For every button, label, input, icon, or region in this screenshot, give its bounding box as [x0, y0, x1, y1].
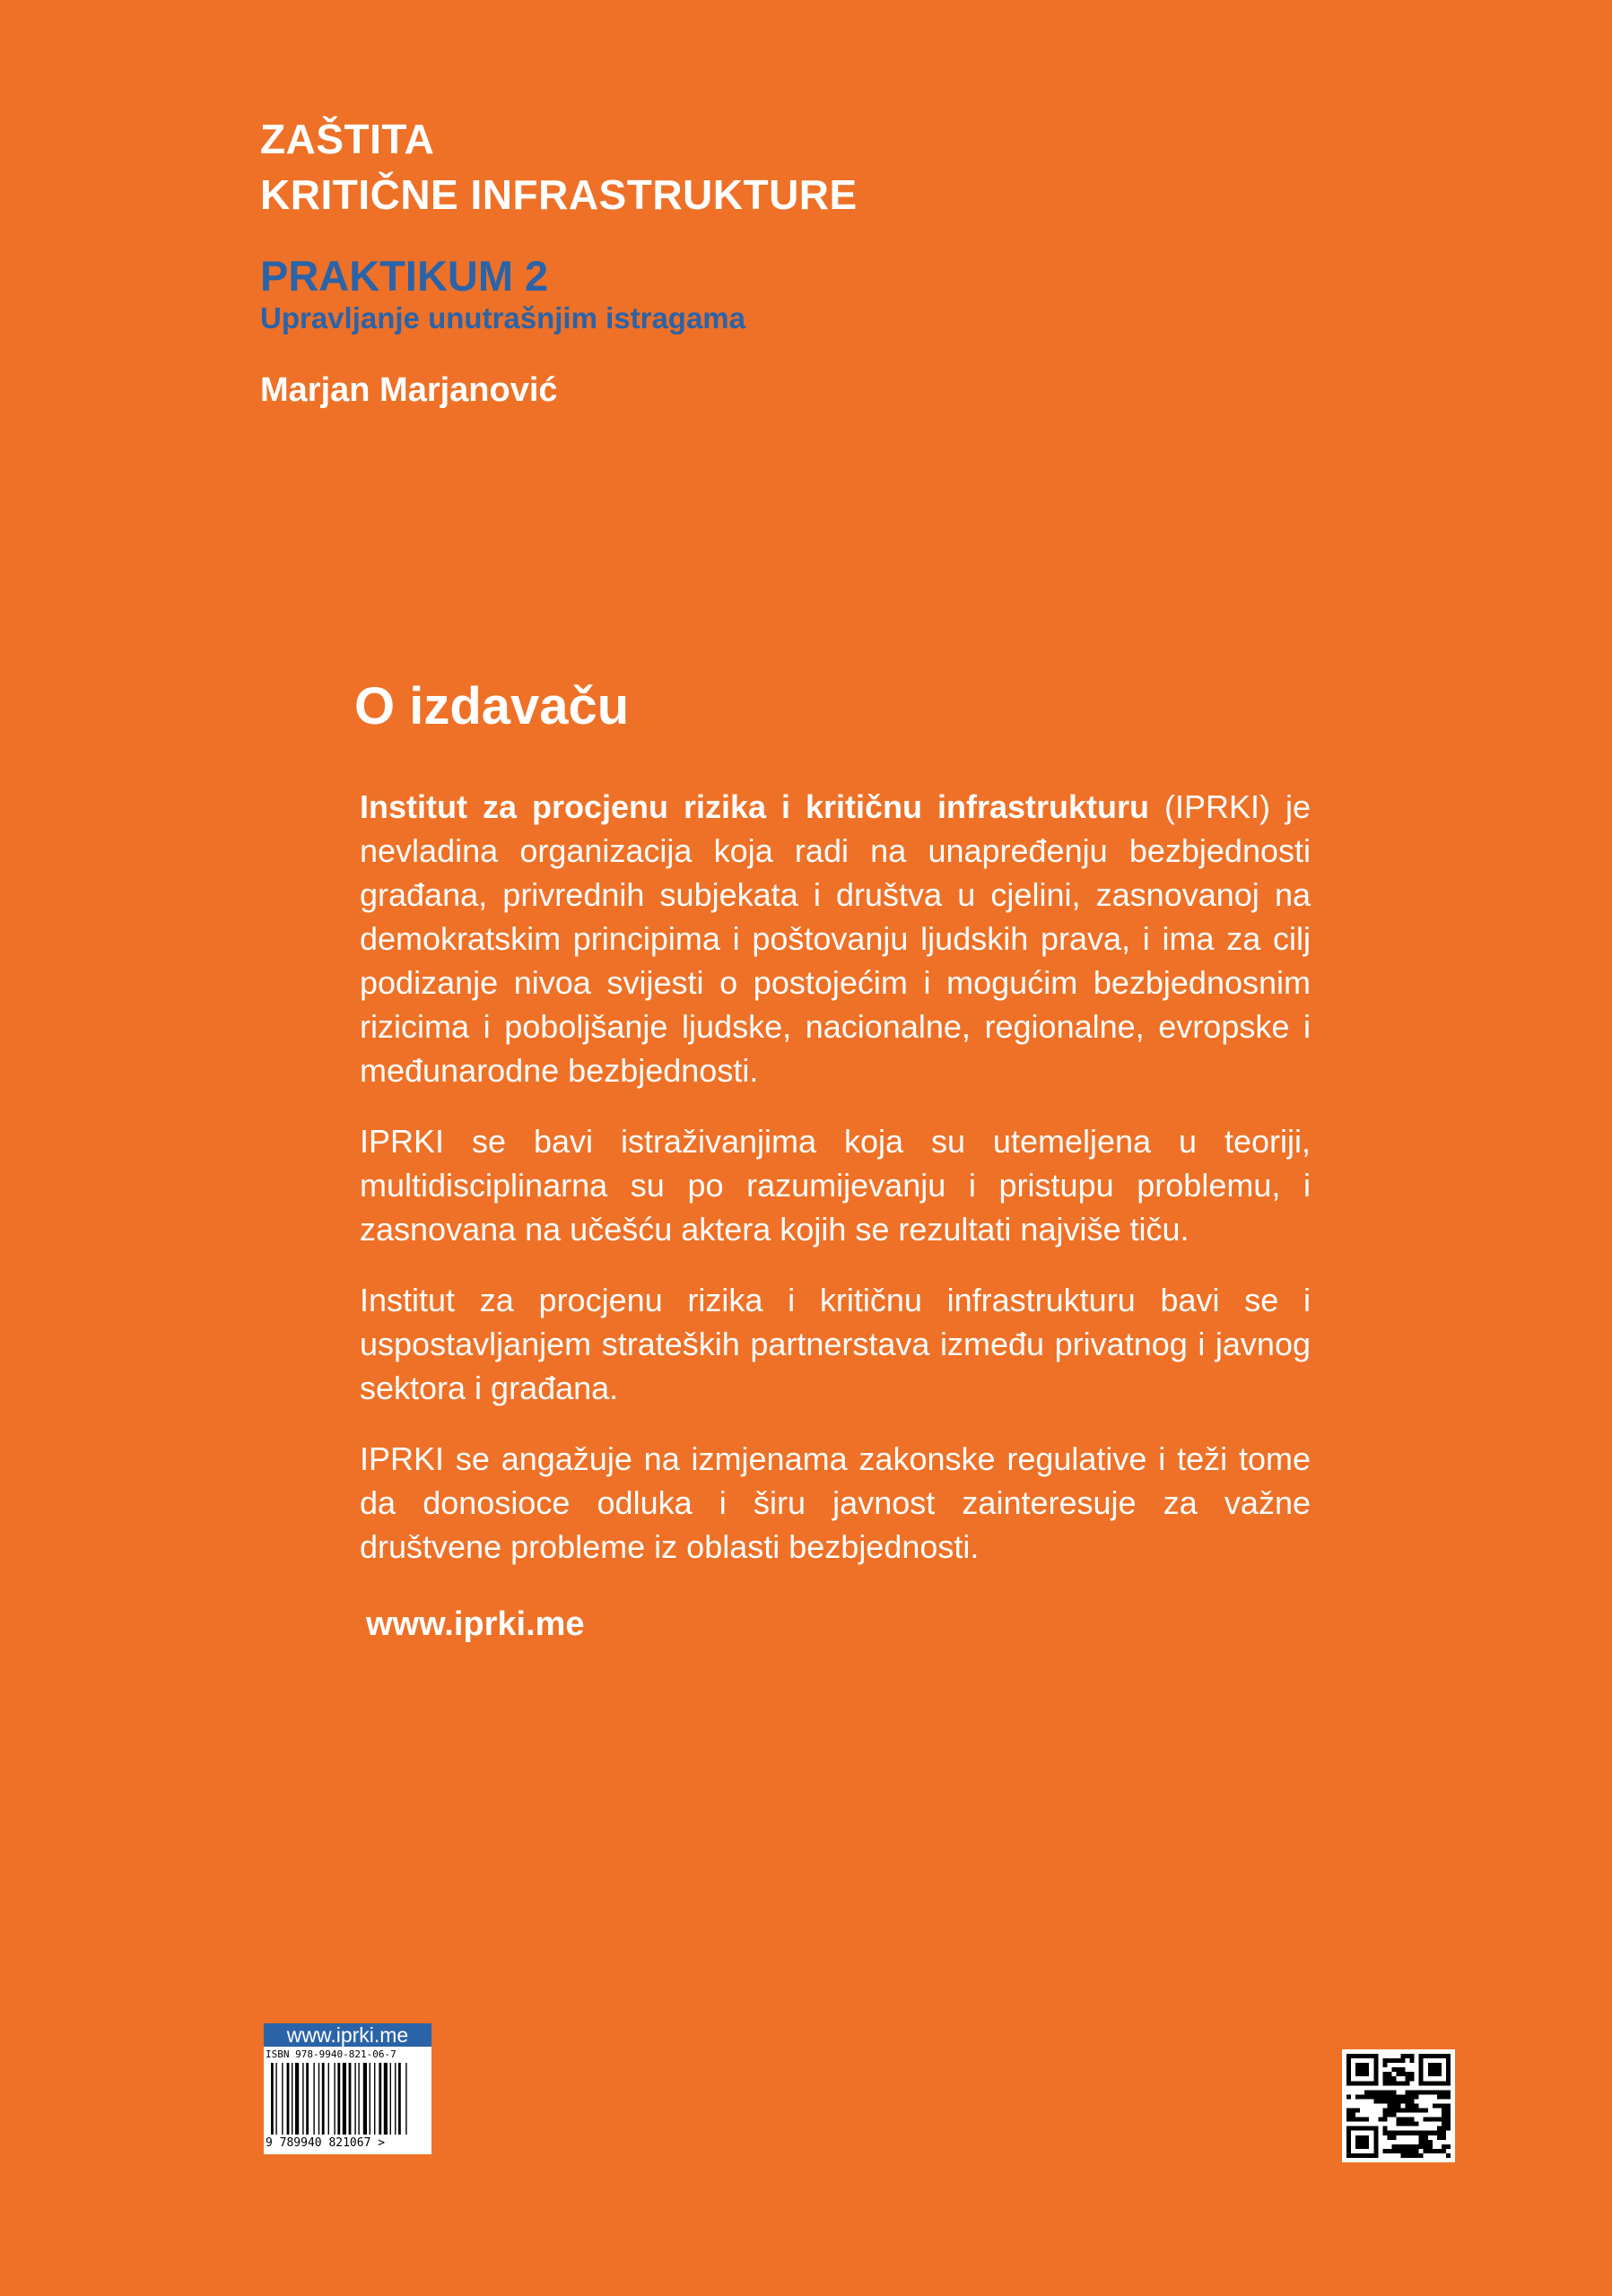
author-name: Marjan Marjanović [260, 371, 558, 409]
about-paragraph-1-text: (IPRKI) je nevladina organizacija koja radi na unapređenju bezbjednosti građana, privrednih subjekata i društva u cjelini, zasnovanoj na demokratskim principima i poštovanju ljudskih prava, i ima za cilj podizanje nivoa svijesti o postojećim i mogućim bezbjednosnim rizicima i poboljšanje ljudske, nacionalne, regionalne, evropske i međunarodne bezbjednosti. [360, 788, 1311, 1089]
series-subtitle: Upravljanje unutrašnjim istragama [260, 301, 746, 335]
cover-title-line1: ZAŠTITA [260, 116, 435, 162]
barcode-bars-icon [271, 2063, 423, 2136]
about-body [360, 785, 1311, 1596]
series-title: PRAKTIKUM 2 [260, 252, 549, 300]
qr-code-icon [1342, 2049, 1455, 2162]
barcode-url-label: www.iprki.me [264, 2023, 431, 2047]
about-paragraph-2: IPRKI se bavi istraživanjima koja su utemeljena u teoriji, multidisciplinarna su po razumijevanju i pristupu problemu, i zasnovana na učešću aktera kojih se rezultati najviše tiču. [360, 1123, 1311, 1248]
isbn-barcode [264, 2023, 431, 2154]
isbn-number: ISBN 978-9940-821-06-7 [266, 2048, 396, 2060]
about-paragraph-4: IPRKI se angažuje na izmjenama zakonske regulative i teži tome da donosioce odluka i širu javnost zainteresuje za važne društvene probleme iz oblasti bezbjednosti. [360, 1440, 1311, 1565]
publisher-name: Institut za procjenu rizika i kritičnu infrastrukturu [360, 788, 1150, 825]
about-paragraph-3: Institut za procjenu rizika i kritičnu infrastrukturu bavi se i uspostavljanjem strateških partnerstava između privatnog i javnog sektora i građana. [360, 1282, 1311, 1406]
barcode-digits: 9 789940 821067 > [266, 2136, 386, 2150]
about-heading: O izdavaču [354, 677, 630, 735]
website-link[interactable]: www.iprki.me [366, 1605, 585, 1643]
about-paragraph-1 [360, 785, 1311, 1092]
cover-title-line2: KRITIČNE INFRASTRUKTURE [260, 171, 858, 218]
